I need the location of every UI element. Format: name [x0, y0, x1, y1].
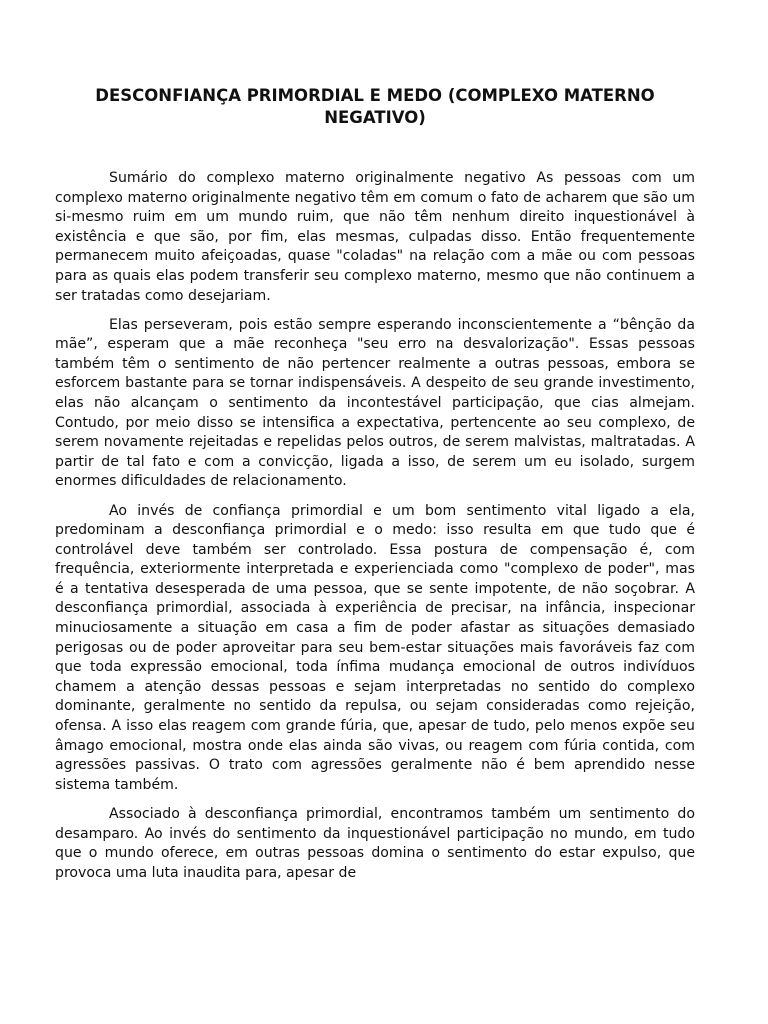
paragraph-3: Ao invés de confiança primordial e um bom sentimento vital ligado a ela, predominam a desconfiança primordial e o medo: isso resulta em que tudo que é controlável deve também ser controlado. Essa postura de compensação é, com frequência, exteriormente interpretada e experienciada como "complexo de poder", mas é a tentativa desesperada de uma pessoa, que se sente impotente, de não soçobrar. A desconfiança primordial, associada à experiência de precisar, na infância, inspecionar minuciosamente a situação em casa a fim de poder afastar as situações demasiado perigosas ou de poder aproveitar para seu bem-estar situações mais favoráveis faz com que toda expressão emocional, toda ínfima mudança emocional de outros indivíduos chamem a atenção dessas pessoas e sejam interpretadas no sentido do complexo dominante, geralmente no sentido da repulsa, ou sejam consideradas como rejeição, ofensa. A isso elas reagem com grande fúria, que, apesar de tudo, pelo menos expõe seu âmago emocional, mostra onde elas ainda são vivas, ou reagem com fúria contida, com agressões passivas. O trato com agressões geralmente não é bem aprendido nesse sistema também. [55, 502, 695, 793]
paragraph-1: Sumário do complexo materno originalmente negativo As pessoas com um complexo materno originalmente negativo têm em comum o fato de acharem que são um si-mesmo ruim em um mundo ruim, que não têm nenhum direito inquestionável à existência e que são, por fim, elas mesmas, culpadas disso. Então frequentemente permanecem muito afeiçoadas, quase "coladas" na relação com a mãe ou com pessoas para as quais elas podem transferir seu complexo materno, mesmo que não continuem a ser tratadas como desejariam. [55, 170, 695, 304]
paragraph-4: Associado à desconfiança primordial, encontramos também um sentimento do desamparo. Ao invés do sentimento da inquestionável participação no mundo, em tudo que o mundo oferece, em outras pessoas domina o sentimento do estar expulso, que provoca uma luta inaudita para, apesar de [55, 805, 695, 881]
document-title: DESCONFIANÇA PRIMORDIAL E MEDO (COMPLEXO MATERNO NEGATIVO) [95, 86, 655, 127]
paragraph-2: Elas perseveram, pois estão sempre esperando inconscientemente a “bênção da mãe”, esperam que a mãe reconheça "seu erro na desvalorização". Essas pessoas também têm o sentimento de não pertencer realmente a outras pessoas, embora se esforcem bastante para se tornar indispensáveis. A despeito de seu grande investimento, elas não alcançam o sentimento da incontestável participação, que cias almejam. Contudo, por meio disso se intensifica a expectativa, pertencente ao seu complexo, de serem novamente rejeitadas e repelidas pelos outros, de serem malvistas, maltratadas. A partir de tal fato e com a convicção, ligada a isso, de serem um eu isolado, surgem enormes dificuldades de relacionamento. [55, 316, 695, 490]
document-body [55, 169, 695, 893]
